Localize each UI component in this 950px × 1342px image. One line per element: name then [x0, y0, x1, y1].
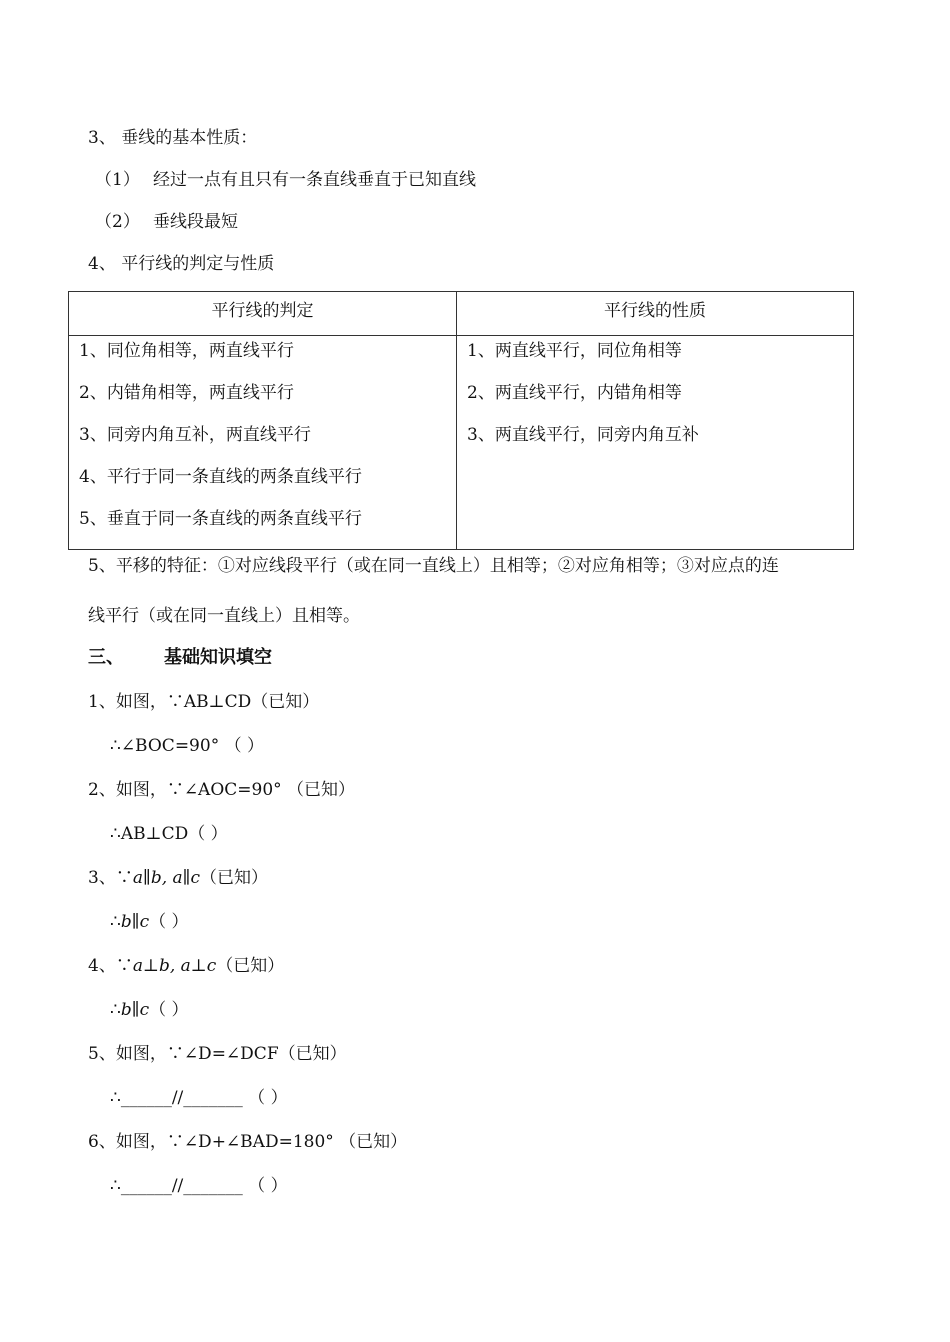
table-header-row [69, 292, 854, 336]
item4-title: 4、 平行线的判定与性质 [88, 254, 275, 274]
list-item: 3、同旁内角互补，两直线平行 [79, 425, 311, 445]
list-item: 1、两直线平行，同位角相等 [467, 341, 682, 361]
q1-given: 1、如图，∵AB⊥CD（已知） [88, 692, 320, 712]
list-item: 3、两直线平行，同旁内角互补 [467, 425, 699, 445]
q2-conclusion: ∴AB⊥CD（ ） [110, 824, 228, 844]
list-item: 4、平行于同一条直线的两条直线平行 [79, 467, 362, 487]
item5-line1: 5、平移的特征：①对应线段平行（或在同一直线上）且相等；②对应角相等；③对应点的连 [88, 556, 779, 576]
q2-given: 2、如图，∵∠AOC=90° （已知） [88, 780, 356, 800]
header-properties: 平行线的性质 [457, 292, 854, 336]
q6-conclusion: ∴______//_______ （ ） [110, 1176, 288, 1196]
q1-conclusion: ∴∠BOC=90° （ ） [110, 736, 264, 756]
q3-given: 3、∵a∥b, a∥c（已知） [88, 868, 269, 888]
parallel-lines-table [68, 291, 854, 550]
q3-conclusion: ∴b∥c（ ） [110, 912, 189, 932]
list-item: 2、两直线平行，内错角相等 [467, 383, 682, 403]
q4-conclusion: ∴b∥c（ ） [110, 1000, 189, 1020]
item3-sub2-text: 垂线段最短 [153, 212, 238, 232]
section3-number: 三、 [88, 647, 124, 668]
q4-given: 4、∵a⊥b, a⊥c（已知） [88, 956, 285, 976]
table-body-row [69, 336, 854, 550]
item3-sub1-text: 经过一点有且只有一条直线垂直于已知直线 [153, 170, 476, 190]
list-item: 1、同位角相等，两直线平行 [79, 341, 294, 361]
item3-title: 3、 垂线的基本性质： [88, 128, 258, 148]
q5-conclusion: ∴______//_______ （ ） [110, 1088, 288, 1108]
item5-line2: 线平行（或在同一直线上）且相等。 [88, 606, 360, 626]
list-item: 5、垂直于同一条直线的两条直线平行 [79, 509, 362, 529]
properties-cell [457, 336, 854, 550]
item3-sub2-number: （2） [95, 212, 140, 232]
criteria-cell [69, 336, 457, 550]
header-criteria: 平行线的判定 [69, 292, 457, 336]
q6-given: 6、如图，∵∠D+∠BAD=180° （已知） [88, 1132, 408, 1152]
section3-title: 基础知识填空 [164, 647, 272, 668]
item3-sub1-number: （1） [95, 170, 140, 190]
q5-given: 5、如图，∵∠D=∠DCF（已知） [88, 1044, 347, 1064]
list-item: 2、内错角相等，两直线平行 [79, 383, 294, 403]
